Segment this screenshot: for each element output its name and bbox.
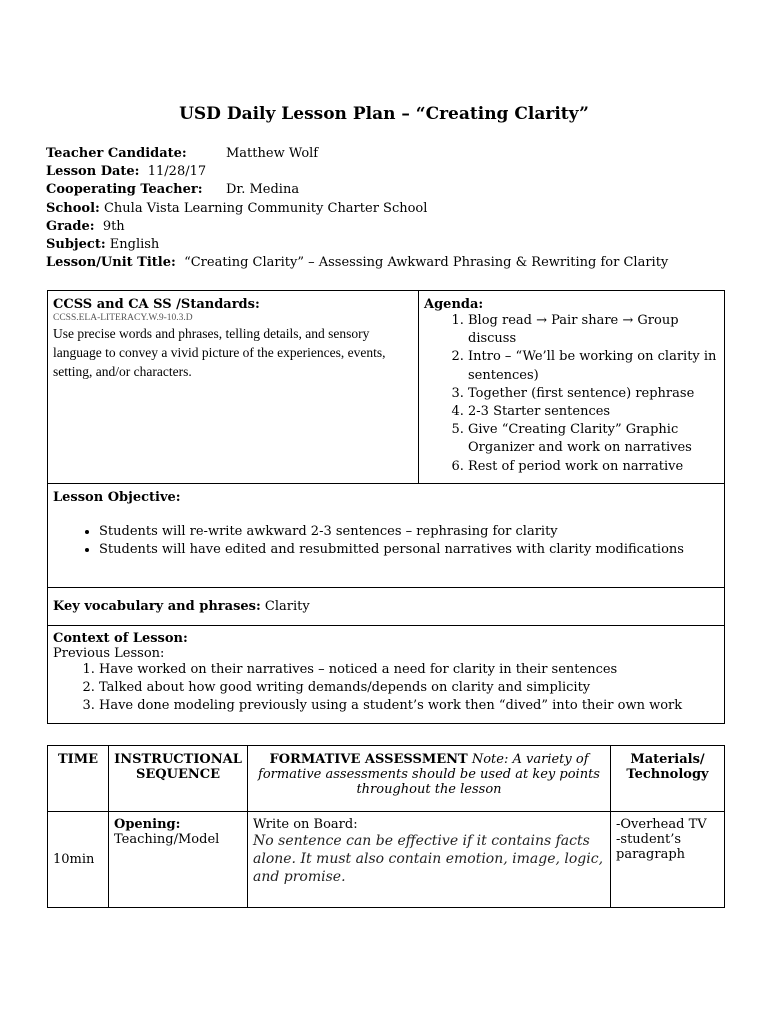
subject-label: Subject: bbox=[46, 237, 106, 253]
list-item: 1. Have worked on their narratives – noticed a need for clarity in their sentences bbox=[99, 661, 719, 679]
list-item: • Students will have edited and resubmitted personal narratives with clarity modifications bbox=[99, 541, 719, 559]
row-materials-1: -Overhead TV bbox=[616, 817, 707, 832]
objective-label: Lesson Objective: bbox=[53, 490, 181, 505]
vocabulary-cell bbox=[48, 588, 725, 626]
grade: 9th bbox=[102, 218, 125, 234]
row-assessment bbox=[248, 812, 611, 908]
objective-cell bbox=[48, 484, 725, 588]
agenda-list bbox=[424, 312, 719, 476]
assessment-header bbox=[248, 746, 611, 812]
vocabulary-label: Key vocabulary and phrases: bbox=[53, 599, 261, 614]
standards-code: CCSS.ELA-LITERACY.W.9-10.3.D bbox=[53, 313, 193, 323]
assessment-header-note: Note: A variety of formative assessments should be used at key points throughout the lesson bbox=[258, 752, 600, 797]
lesson-header bbox=[46, 145, 668, 272]
materials-header: Materials/ Technology bbox=[611, 746, 725, 812]
lesson-date-label: Lesson Date: bbox=[46, 164, 140, 180]
list-item: 1. Blog read → Pair share → Group discuss bbox=[468, 312, 719, 348]
context-label: Context of Lesson: bbox=[53, 631, 188, 646]
list-item: 5. Give “Creating Clarity” Graphic Organizer and work on narratives bbox=[468, 421, 719, 457]
teacher-candidate: Matthew Wolf bbox=[226, 146, 319, 161]
row-materials bbox=[611, 812, 725, 908]
row-assessment-title: Write on Board: bbox=[253, 817, 358, 832]
table-row bbox=[48, 812, 725, 908]
context-list bbox=[53, 661, 719, 716]
subject: English bbox=[109, 237, 160, 253]
list-item: 2. Intro – “We’ll be working on clarity in sentences) bbox=[468, 348, 719, 384]
lesson-details-table bbox=[47, 290, 725, 724]
agenda-cell bbox=[419, 291, 725, 484]
list-item: 3. Have done modeling previously using a student’s work then “dived” into their own work bbox=[99, 697, 719, 715]
grade-label: Grade: bbox=[46, 218, 95, 234]
list-item: 4. 2-3 Starter sentences bbox=[468, 403, 719, 421]
row-materials-2: -student’s paragraph bbox=[616, 832, 686, 862]
objective-list bbox=[53, 523, 719, 559]
standards-cell bbox=[48, 291, 419, 484]
context-sublabel: Previous Lesson: bbox=[53, 646, 165, 661]
row-sequence bbox=[109, 812, 248, 908]
list-item: • Students will re-write awkward 2-3 sentences – rephrasing for clarity bbox=[99, 523, 719, 541]
row-sequence-title: Opening: bbox=[114, 817, 181, 832]
standards-text: Use precise words and phrases, telling details, and sensory language to convey a vivid picture of the experiences, events, setting, and/or characters. bbox=[53, 326, 386, 379]
unit-title: “Creating Clarity” – Assessing Awkward Phrasing & Rewriting for Clarity bbox=[184, 255, 669, 271]
sequence-header: INSTRUCTIONAL SEQUENCE bbox=[109, 746, 248, 812]
teacher-candidate-label: Teacher Candidate: bbox=[46, 146, 187, 161]
lesson-date: 11/28/17 bbox=[147, 164, 207, 180]
vocabulary-value: Clarity bbox=[264, 599, 310, 614]
unit-title-label: Lesson/Unit Title: bbox=[46, 255, 176, 271]
school: Chula Vista Learning Community Charter School bbox=[103, 200, 428, 216]
cooperating-teacher: Dr. Medina bbox=[226, 182, 300, 198]
cooperating-teacher-label: Cooperating Teacher: bbox=[46, 182, 203, 198]
school-label: School: bbox=[46, 200, 100, 216]
assessment-header-title: FORMATIVE ASSESSMENT bbox=[269, 752, 468, 767]
page-title: USD Daily Lesson Plan – “Creating Clarity” bbox=[179, 104, 589, 124]
row-assessment-text: No sentence can be effective if it contains facts alone. It must also contain emotion, image, logic, and promise. bbox=[253, 833, 604, 885]
list-item: 2. Talked about how good writing demands/depends on clarity and simplicity bbox=[99, 679, 719, 697]
time-header: TIME bbox=[48, 746, 109, 812]
row-time: 10min bbox=[48, 812, 109, 908]
list-item: 6. Rest of period work on narrative bbox=[468, 458, 719, 476]
list-item: 3. Together (first sentence) rephrase bbox=[468, 385, 719, 403]
row-sequence-sub: Teaching/Model bbox=[114, 832, 220, 847]
schedule-table bbox=[47, 745, 725, 908]
context-cell bbox=[48, 626, 725, 724]
agenda-label: Agenda: bbox=[424, 297, 484, 312]
standards-label: CCSS and CA SS /Standards: bbox=[53, 297, 260, 312]
